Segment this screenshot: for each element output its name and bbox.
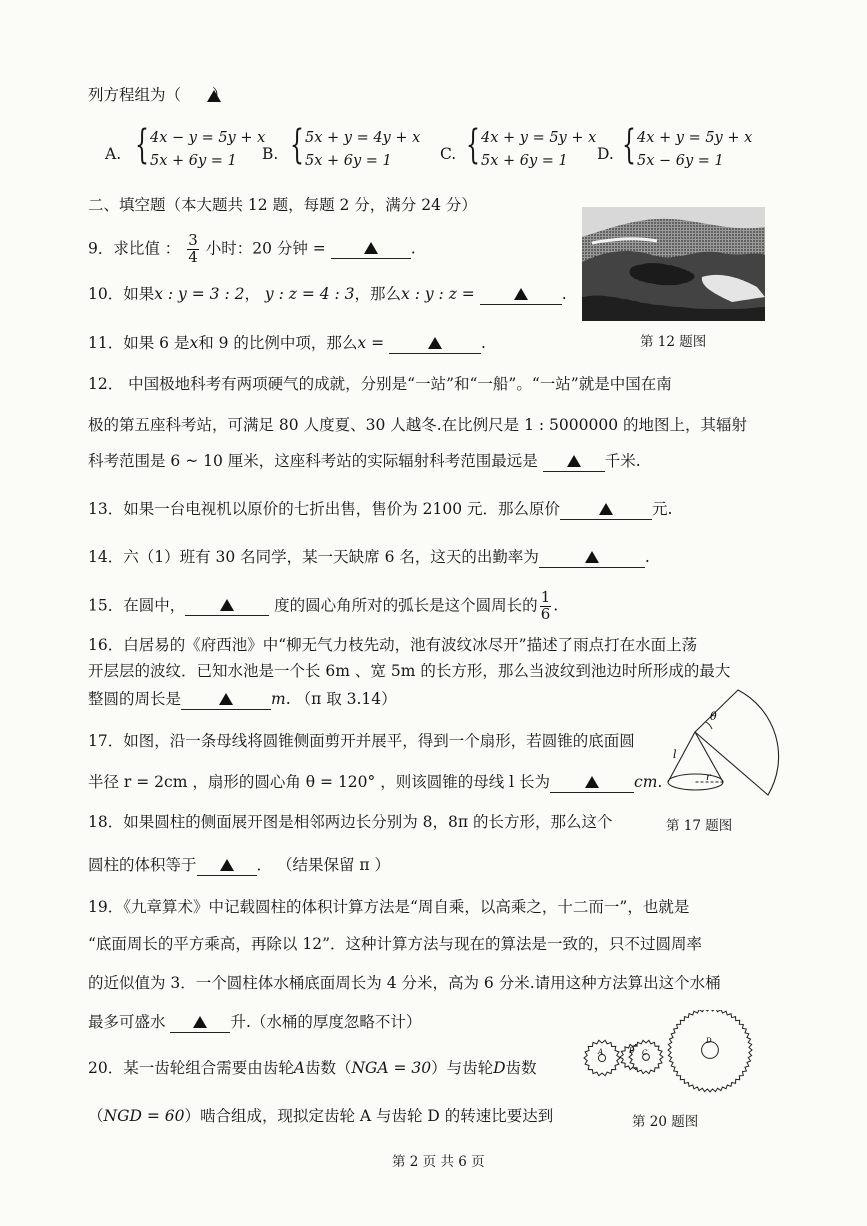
q20-mid: 齿数（ — [304, 1059, 352, 1077]
brace-c: { — [466, 122, 480, 168]
option-d-system — [637, 127, 752, 173]
q11-var-eq: x = — [357, 334, 385, 352]
q11-prefix: 11．如果 6 是 — [88, 334, 190, 352]
q9: 9．求比值 ： $\frac{3}{4}$ 小时：20 分钟 = . — [88, 231, 416, 266]
q13-answer-blank — [560, 500, 652, 520]
q9-answer-blank — [331, 239, 411, 259]
option-c-label: C. — [440, 145, 457, 163]
q12-answer-blank — [543, 452, 605, 472]
q20-gear-a: A — [293, 1059, 305, 1077]
q20-line2-text: ）啮合组成，现拟定齿轮 A 与齿轮 D 的转速比要达到 — [184, 1107, 554, 1125]
q19-line2: “底面周长的平方乘高，再除以 12”．这种计算方法与现在的算法是一致的，只不过圆周率 — [88, 935, 703, 953]
option-a-eq1: 4x − y = 5y + x — [150, 130, 266, 146]
gear-c-label: C — [642, 1049, 648, 1057]
option-b-system — [305, 127, 420, 173]
q11: 11．如果 6 是x和 9 的比例中项，那么x = . — [88, 334, 486, 352]
fig20-caption: 第 20 题图 — [632, 1114, 699, 1130]
q15-denominator: 6 — [540, 604, 551, 623]
option-c-eq1: 4x + y = 5y + x — [481, 130, 597, 146]
brace-b: { — [290, 122, 304, 168]
q9-denominator: 4 — [188, 247, 198, 266]
gear-d-icon — [668, 1010, 752, 1092]
q8-tail-text: 列方程组为（ ） — [88, 86, 228, 104]
answer-marker-icon — [428, 337, 442, 349]
fig12-photo — [582, 207, 765, 321]
q19-answer-blank — [170, 1013, 230, 1033]
q19-line1: 19．《九章算术》中记载圆柱的体积计算方法是“周自乘，以高乘之，十二而一”，也就是 — [88, 898, 690, 916]
q11-answer-blank — [389, 334, 481, 354]
q20-line2: （NGD = 60）啮合组成，现拟定齿轮 A 与齿轮 D 的转速比要达到 — [88, 1107, 554, 1125]
q16-line2: 开层层的波纹．已知水池是一个长 6m 、宽 5m 的长方形，那么当波纹到池边时所形成的最大 — [88, 662, 731, 680]
q10: 10．如果x : y = 3 : 2， y : z = 4 : 3，那么x : y : z = . — [88, 285, 567, 303]
gear-a-icon — [584, 1040, 620, 1075]
radius-label: r — [706, 772, 711, 783]
q17-line2: 半径 r = 2cm ，扇形的圆心角 θ = 120° ，则该圆锥的母线 l 长为 cm. — [88, 773, 663, 791]
slant-label: l — [673, 748, 677, 761]
answer-marker-icon — [220, 599, 234, 611]
q11-middle: 和 9 的比例中项，那么 — [198, 334, 358, 352]
q18-line2: 圆柱的体积等于 ． （结果保留 π ） — [88, 856, 390, 874]
q17-line1: 17．如图，沿一条母线将圆锥侧面剪开并展平，得到一个扇形，若圆锥的底面圆 — [88, 732, 635, 750]
option-c-system — [481, 127, 596, 173]
q18-line1: 18．如果圆柱的侧面展开图是相邻两边长分别为 8，8π 的长方形，那么这个 — [88, 813, 613, 831]
answer-marker-icon — [219, 693, 233, 705]
brace-d: { — [622, 122, 636, 168]
q16-line3-prefix: 整圆的周长是 — [88, 690, 182, 708]
q14-text: 14．六（1）班有 30 名同学，某一天缺席 6 名，这天的出勤率为 — [88, 548, 539, 566]
gear-c-icon — [629, 1040, 663, 1073]
fig20-gears-diagram — [582, 1010, 762, 1110]
q13-text: 13．如果一台电视机以原价的七折出售，售价为 2100 元．那么原价 — [88, 500, 561, 518]
q9-fraction — [187, 233, 199, 266]
fig12-caption: 第 12 题图 — [640, 334, 707, 350]
option-a-system — [150, 127, 265, 173]
q12-line1: 12． 中国极地科考有两项硬气的成就，分别是“一站”和“一船”。“一站”就是中国在南 — [88, 375, 672, 393]
q17-line2-prefix: 半径 r = 2cm ，扇形的圆心角 θ = 120° ，则该圆锥的母线 l 长为 — [88, 773, 551, 791]
answer-marker-icon — [585, 776, 599, 788]
q10-ratio-xy: x : y = 3 : 2 — [154, 285, 245, 303]
gear-d-label: D — [706, 1037, 712, 1045]
q12-line3-text: 科考范围是 6 ~ 10 厘米，这座科考站的实际辐射科考范围最远是 — [88, 452, 538, 470]
q19-line4-suffix: 升.（水桶的厚度忽略不计） — [230, 1013, 422, 1031]
q15-answer-blank — [185, 596, 269, 616]
q16-pi-note: （π 取 3.14） — [295, 690, 397, 708]
q20-prefix: 20．某一齿轮组合需要由齿轮 — [88, 1059, 294, 1077]
option-a-eq2: 5x + 6y = 1 — [150, 153, 237, 169]
q11-var: x — [189, 334, 199, 352]
answer-marker-icon — [220, 859, 234, 871]
q10-answer-blank — [480, 285, 562, 305]
q20-post: ）与齿轮 — [431, 1059, 494, 1077]
brace-a: { — [135, 122, 149, 168]
answer-marker-icon — [364, 242, 378, 254]
q18-note: （结果保留 π ） — [276, 856, 390, 874]
q16-line1: 16．白居易的《府西池》中“柳无气力枝先动，池有波纹冰尽开”描述了雨点打在水面上荡 — [88, 636, 698, 654]
option-b-label: B. — [262, 145, 279, 163]
option-b-eq1: 5x + y = 4y + x — [305, 130, 421, 146]
gear-a-label: A — [598, 1048, 604, 1056]
q10-middle: ，那么 — [354, 285, 402, 303]
answer-marker-icon — [585, 551, 599, 563]
answer-marker-icon — [514, 288, 528, 300]
q12-line3 — [88, 452, 641, 472]
q12-line2: 极的第五座科考站，可满足 80 人度夏、30 人越冬.在比例尺是 1 : 5000000 的地图上，其辐射 — [88, 416, 747, 434]
q19-line4 — [88, 1013, 421, 1033]
theta-label: θ — [710, 710, 717, 723]
q8-tail — [88, 86, 228, 105]
q18-answer-blank — [197, 856, 257, 876]
option-d-eq1: 4x + y = 5y + x — [637, 130, 753, 146]
q16-line3: 整圆的周长是 m. （π 取 3.14） — [88, 690, 397, 708]
page-footer: 第 2 页 共 6 页 — [392, 1154, 485, 1170]
q15-numerator: 1 — [540, 588, 551, 606]
section-heading: 二、填空题（本大题共 12 题，每题 2 分，满分 24 分） — [88, 196, 477, 214]
option-a-label: A. — [105, 145, 122, 163]
option-c-eq2: 5x + 6y = 1 — [481, 153, 568, 169]
q20-gear-d: D — [493, 1059, 506, 1077]
q10-ratio-xyz: x : y : z = — [401, 285, 475, 303]
fig17-caption: 第 17 题图 — [666, 818, 733, 834]
q20-line1 — [88, 1059, 537, 1078]
q9-prefix: 9．求比值 ： — [88, 239, 181, 258]
q16-answer-blank — [181, 690, 271, 710]
q15-fraction — [540, 590, 552, 623]
q15: 15．在圆中， 度的圆心角所对的弧长是这个圆周长的 $\frac{1}{6}$ . — [88, 588, 559, 623]
q12-unit: 千米. — [604, 452, 641, 470]
landscape-photo-icon — [582, 207, 765, 321]
q14-answer-blank — [539, 548, 645, 568]
answer-marker-icon — [193, 1016, 207, 1028]
q20-nga-eq: NGA = 30 — [351, 1059, 432, 1077]
q13 — [88, 500, 672, 520]
q10-prefix: 10．如果 — [88, 285, 155, 303]
answer-marker-icon — [207, 90, 221, 102]
option-d-label: D. — [597, 145, 614, 163]
q16-unit: m — [271, 690, 286, 708]
q20-end: 齿数 — [505, 1059, 537, 1077]
q19-line3: 的近似值为 3．一个圆柱体水桶底面周长为 4 分米，高为 6 分米.请用这种方法算出这个水桶 — [88, 974, 721, 992]
q15-suffix: 度的圆心角所对的弧长是这个圆周长的 — [274, 596, 538, 615]
q19-line4-prefix: 最多可盛水 — [88, 1013, 166, 1031]
q17-unit: cm — [634, 773, 658, 791]
q20-ngd-eq: NGD = 60 — [103, 1107, 185, 1125]
answer-marker-icon — [567, 455, 581, 467]
q13-unit: 元. — [652, 500, 673, 518]
q9-numerator: 3 — [188, 231, 198, 249]
q18-line2-prefix: 圆柱的体积等于 — [88, 856, 197, 874]
q9-suffix: 小时：20 分钟 = — [205, 239, 326, 258]
option-b-eq2: 5x + 6y = 1 — [305, 153, 392, 169]
gear-b-label: B — [629, 1047, 635, 1055]
q15-prefix: 15．在圆中， — [88, 596, 186, 615]
answer-marker-icon — [599, 503, 613, 515]
q17-answer-blank — [550, 773, 634, 793]
fig17-cone-diagram — [660, 680, 780, 810]
option-d-eq2: 5x − 6y = 1 — [637, 153, 724, 169]
q10-ratio-yz: y : z = 4 : 3 — [264, 285, 355, 303]
q14: 14．六（1）班有 30 名同学，某一天缺席 6 名，这天的出勤率为 . — [88, 548, 650, 566]
